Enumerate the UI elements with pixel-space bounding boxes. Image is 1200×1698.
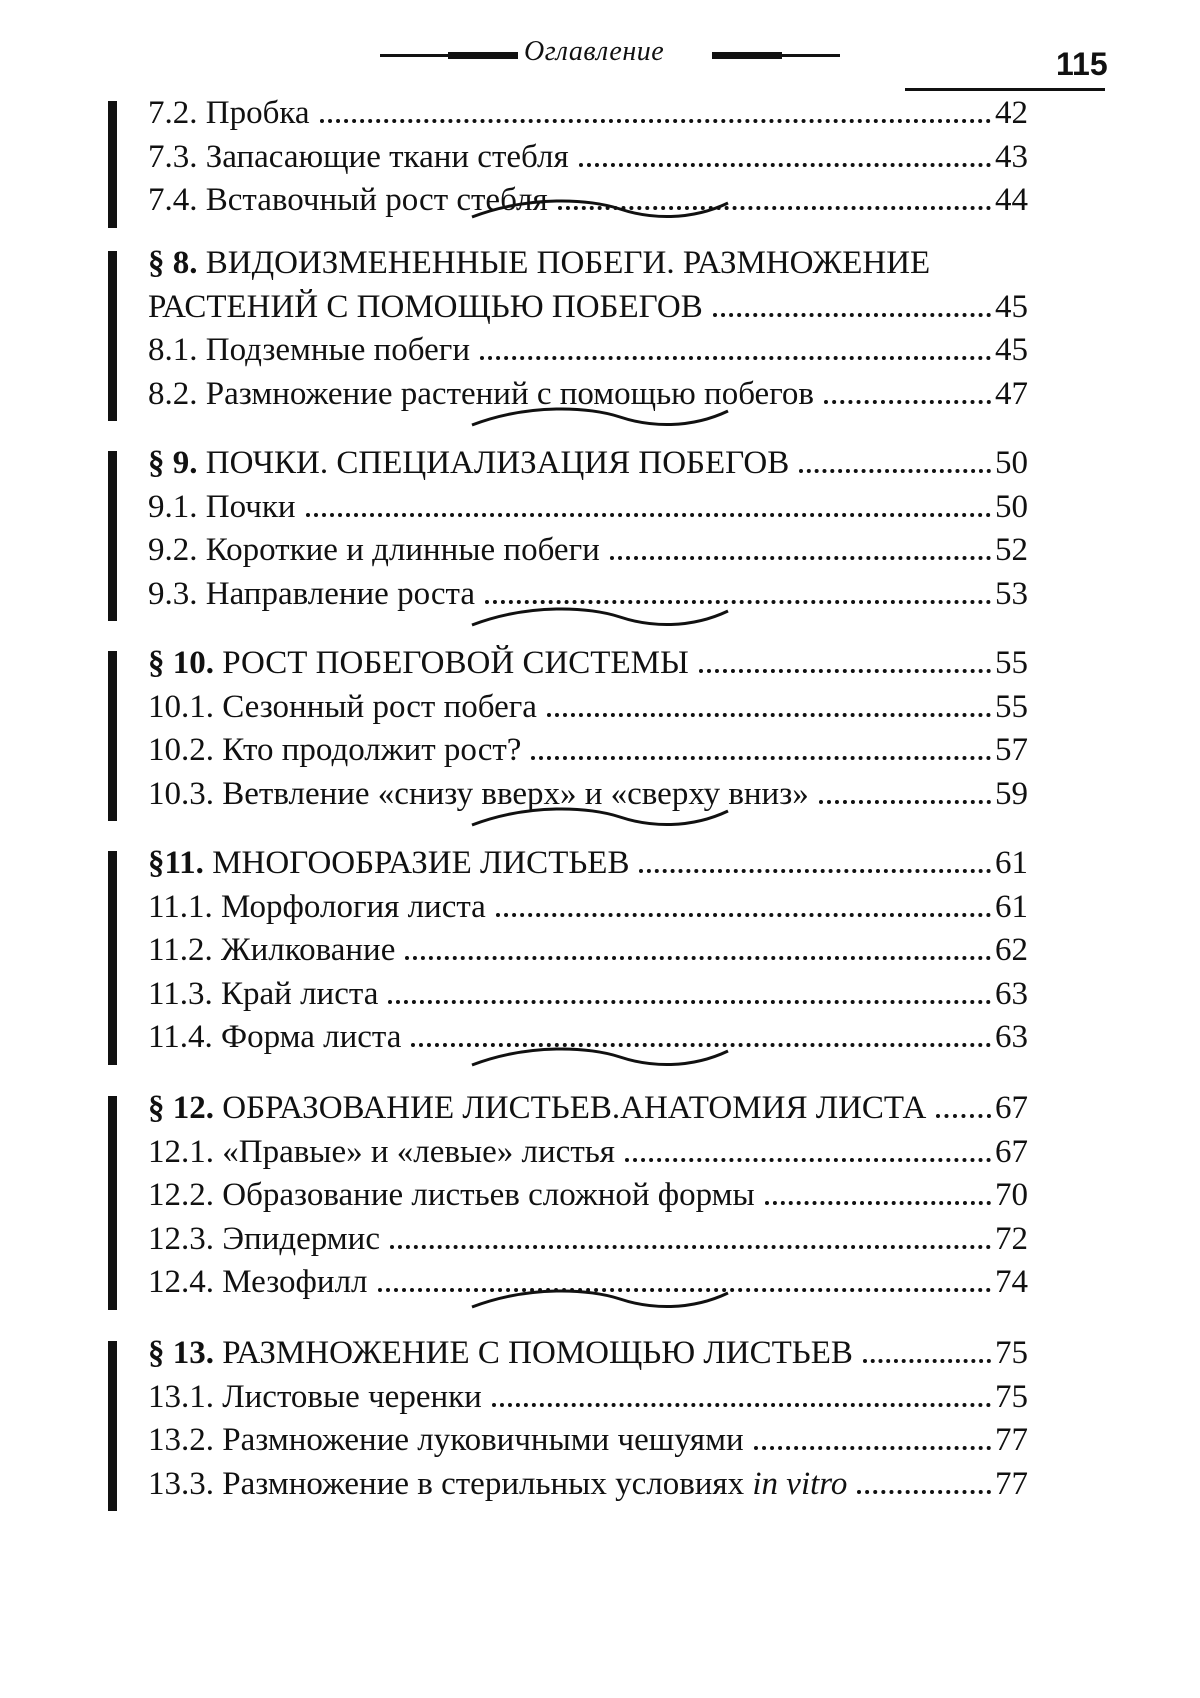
swash-divider — [470, 803, 730, 833]
section-bar — [108, 101, 117, 228]
toc-entry-text: 7.4. Вставочный рост стебля — [148, 182, 548, 218]
swash-divider — [470, 195, 730, 225]
toc-section — [108, 645, 1028, 819]
page-number: 115 — [1056, 46, 1108, 82]
swash-divider — [470, 603, 730, 633]
toc-page-number: 44 — [995, 182, 1028, 218]
toc-entry-label — [148, 1221, 380, 1258]
toc-entry-label — [148, 689, 537, 726]
toc-entry[interactable] — [148, 1379, 1028, 1419]
section-bar — [108, 1341, 117, 1511]
toc-entry[interactable] — [148, 932, 1028, 972]
toc-section-heading[interactable] — [148, 1335, 1028, 1375]
toc-entry-text: 10.3. Ветвление «снизу вверх» и «сверху вниз» — [148, 775, 809, 812]
toc-page-number: 77 — [995, 1465, 1028, 1502]
swash-divider — [470, 1043, 730, 1073]
running-header — [380, 36, 840, 76]
dot-leader — [713, 313, 991, 317]
toc-entry-text: РАСТЕНИЙ С ПОМОЩЬЮ ПОБЕГОВ — [148, 288, 703, 325]
toc-entry-label — [148, 845, 629, 882]
dot-leader — [306, 513, 991, 517]
toc-page-number: 62 — [995, 932, 1028, 968]
section-number: § 9. — [148, 445, 198, 481]
dot-leader — [936, 1114, 991, 1118]
toc-entry-label — [148, 1019, 401, 1056]
toc-entry-italic: in vitro — [752, 1465, 848, 1502]
toc-page-number: 42 — [995, 95, 1028, 131]
dot-leader — [857, 1490, 991, 1494]
toc-section — [108, 1335, 1028, 1509]
toc-entry-label — [148, 139, 569, 176]
toc-entry-label — [148, 932, 395, 969]
toc-entry-label — [148, 645, 689, 682]
toc-entry-label — [148, 1422, 744, 1459]
dot-leader — [799, 469, 991, 473]
toc-entry-text: 7.3. Запасающие ткани стебля — [148, 138, 569, 175]
toc-entry-label — [148, 95, 310, 132]
toc-entry[interactable] — [148, 976, 1028, 1016]
running-header-title: Оглавление — [524, 36, 665, 67]
toc-entry-text: 9.3. Направление роста — [148, 575, 476, 612]
toc-section — [108, 445, 1028, 619]
toc-entry[interactable] — [148, 489, 1028, 529]
toc-entry[interactable] — [148, 532, 1028, 572]
toc-entry-text: ОБРАЗОВАНИЕ ЛИСТЬЕВ.АНАТОМИЯ ЛИСТА — [214, 1090, 927, 1126]
toc-entry-label — [148, 245, 930, 282]
toc-section — [108, 1090, 1028, 1308]
dot-leader — [699, 669, 991, 673]
toc-entry-text: 12.2. Образование листьев сложной формы — [148, 1177, 755, 1213]
toc-entry[interactable] — [148, 1466, 1028, 1506]
swash-divider — [470, 1285, 730, 1315]
toc-entry-label — [148, 1466, 847, 1503]
toc-page-number: 45 — [995, 288, 1028, 325]
dot-leader — [390, 1245, 991, 1249]
section-number: § 10. — [148, 645, 214, 681]
toc-page-number: 55 — [995, 645, 1028, 681]
toc-page-number: 57 — [995, 732, 1028, 768]
toc-page-number: 61 — [995, 888, 1028, 925]
toc-page-number: 45 — [995, 332, 1028, 368]
toc-entry-label — [148, 1134, 615, 1171]
toc-entry[interactable] — [148, 289, 1028, 329]
page-number-rule — [905, 88, 1105, 91]
dot-leader — [547, 713, 991, 717]
toc-entry[interactable] — [148, 732, 1028, 772]
toc-entry-label — [148, 289, 703, 326]
section-number: §11. — [148, 845, 204, 881]
toc-entry-text: 9.2. Короткие и длинные побеги — [148, 532, 600, 568]
toc-entry-text: 13.3. Размножение в стерильных условиях — [148, 1465, 753, 1502]
toc-entry[interactable] — [148, 139, 1028, 179]
dot-leader — [320, 119, 991, 123]
toc-entry-label — [148, 332, 470, 369]
toc-entry-text: 11.2. Жилкование — [148, 932, 396, 968]
dot-leader — [639, 869, 991, 873]
toc-entry[interactable] — [148, 889, 1028, 929]
toc-entry-label — [148, 976, 378, 1013]
toc-entry-text: 12.4. Мезофилл — [148, 1264, 368, 1300]
section-bar — [108, 451, 117, 621]
header-rule-right — [712, 54, 840, 57]
dot-leader — [531, 756, 991, 760]
section-bar — [108, 1096, 117, 1310]
toc-entry-text: 10.2. Кто продолжит рост? — [148, 732, 522, 768]
swash-divider — [470, 403, 730, 433]
section-number: § 13. — [148, 1335, 214, 1371]
toc-section-heading[interactable] — [148, 845, 1028, 885]
toc-page-number: 59 — [995, 775, 1028, 812]
toc-entry-text: 11.1. Морфология листа — [148, 888, 486, 925]
dot-leader — [492, 1403, 991, 1407]
toc-entry-label — [148, 1379, 482, 1416]
toc-section-heading[interactable] — [148, 645, 1028, 685]
toc-page-number: 50 — [995, 445, 1028, 481]
toc-entry-label — [148, 489, 296, 526]
section-bar — [108, 651, 117, 821]
toc-page-number: 70 — [995, 1177, 1028, 1213]
dot-leader — [388, 1000, 991, 1004]
toc-entry[interactable] — [148, 1221, 1028, 1261]
toc-page-number: 67 — [995, 1133, 1028, 1170]
toc-entry-text: 10.1. Сезонный рост побега — [148, 688, 537, 725]
toc-entry-label — [148, 1090, 926, 1127]
toc-entry-text: 11.4. Форма листа — [148, 1019, 402, 1055]
toc-entry[interactable] — [148, 689, 1028, 729]
toc-entry[interactable] — [148, 1177, 1028, 1217]
header-rule-left — [380, 54, 518, 57]
toc-entry-text: РАЗМНОЖЕНИЕ С ПОМОЩЬЮ ЛИСТЬЕВ — [214, 1335, 853, 1371]
toc-entry[interactable] — [148, 332, 1028, 372]
dot-leader — [824, 400, 991, 404]
toc-entry-text: 12.3. Эпидермис — [148, 1220, 380, 1257]
toc-page-number: 75 — [995, 1378, 1028, 1415]
toc-entry-text: ПОЧКИ. СПЕЦИАЛИЗАЦИЯ ПОБЕГОВ — [197, 445, 790, 481]
toc-page-number: 77 — [995, 1422, 1028, 1458]
toc-entry[interactable] — [148, 95, 1028, 135]
toc-page-number: 52 — [995, 532, 1028, 568]
toc-entry-text: 13.2. Размножение луковичными чешуями — [148, 1422, 744, 1458]
dot-leader — [625, 1158, 991, 1162]
dot-leader — [754, 1446, 991, 1450]
toc-page-number: 67 — [995, 1090, 1028, 1126]
toc-page-number: 72 — [995, 1220, 1028, 1257]
toc-entry-label — [148, 576, 475, 613]
toc-page-number: 47 — [995, 375, 1028, 412]
toc-entry-text: РОСТ ПОБЕГОВОЙ СИСТЕМЫ — [214, 645, 689, 681]
toc-entry[interactable] — [148, 1422, 1028, 1462]
toc-page-number: 61 — [995, 845, 1028, 881]
toc-section-heading[interactable] — [148, 1090, 1028, 1130]
toc-page-number: 50 — [995, 488, 1028, 525]
toc-entry-text: 9.1. Почки — [148, 488, 296, 525]
toc-entry-label — [148, 1177, 755, 1214]
toc-entry-label — [148, 1335, 853, 1372]
dot-leader — [819, 800, 991, 804]
toc-entry-label — [148, 532, 600, 569]
toc-section-heading[interactable] — [148, 445, 1028, 485]
toc-entry-label — [148, 732, 521, 769]
section-number: § 8. — [148, 245, 198, 281]
dot-leader — [863, 1359, 991, 1363]
toc-entry-text: 8.2. Размножение растений с помощью побегов — [148, 375, 814, 412]
toc-page-number: 63 — [995, 975, 1028, 1012]
toc-entry-label — [148, 889, 486, 926]
dot-leader — [405, 956, 991, 960]
toc-page-number: 63 — [995, 1019, 1028, 1055]
dot-leader — [579, 163, 991, 167]
toc-section — [108, 245, 1028, 419]
toc-page-number: 75 — [995, 1335, 1028, 1371]
section-bar — [108, 251, 117, 421]
toc-page-number: 74 — [995, 1264, 1028, 1300]
toc-page-number: 55 — [995, 688, 1028, 725]
toc-entry-label — [148, 445, 789, 482]
toc-page-number: 53 — [995, 575, 1028, 612]
toc-entry-text: 13.1. Листовые черенки — [148, 1378, 482, 1415]
toc-entry-text: 12.1. «Правые» и «левые» листья — [148, 1133, 615, 1170]
toc-page-number: 43 — [995, 138, 1028, 175]
toc-entry-text: ВИДОИЗМЕНЕННЫЕ ПОБЕГИ. РАЗМНОЖЕНИЕ — [197, 245, 931, 281]
toc-entry-text: 8.1. Подземные побеги — [148, 332, 470, 368]
dot-leader — [480, 356, 991, 360]
section-number: § 12. — [148, 1090, 214, 1126]
toc-section — [108, 845, 1028, 1063]
section-bar — [108, 851, 117, 1065]
dot-leader — [765, 1201, 991, 1205]
toc-entry-text: МНОГООБРАЗИЕ ЛИСТЬЕВ — [203, 845, 630, 881]
toc-section-heading[interactable] — [148, 245, 1028, 285]
toc-entry[interactable] — [148, 1134, 1028, 1174]
toc-entry-text: 11.3. Край листа — [148, 975, 379, 1012]
toc-entry-label — [148, 1264, 368, 1301]
dot-leader — [610, 556, 991, 560]
dot-leader — [496, 913, 991, 917]
toc-entry-text: 7.2. Пробка — [148, 95, 310, 131]
